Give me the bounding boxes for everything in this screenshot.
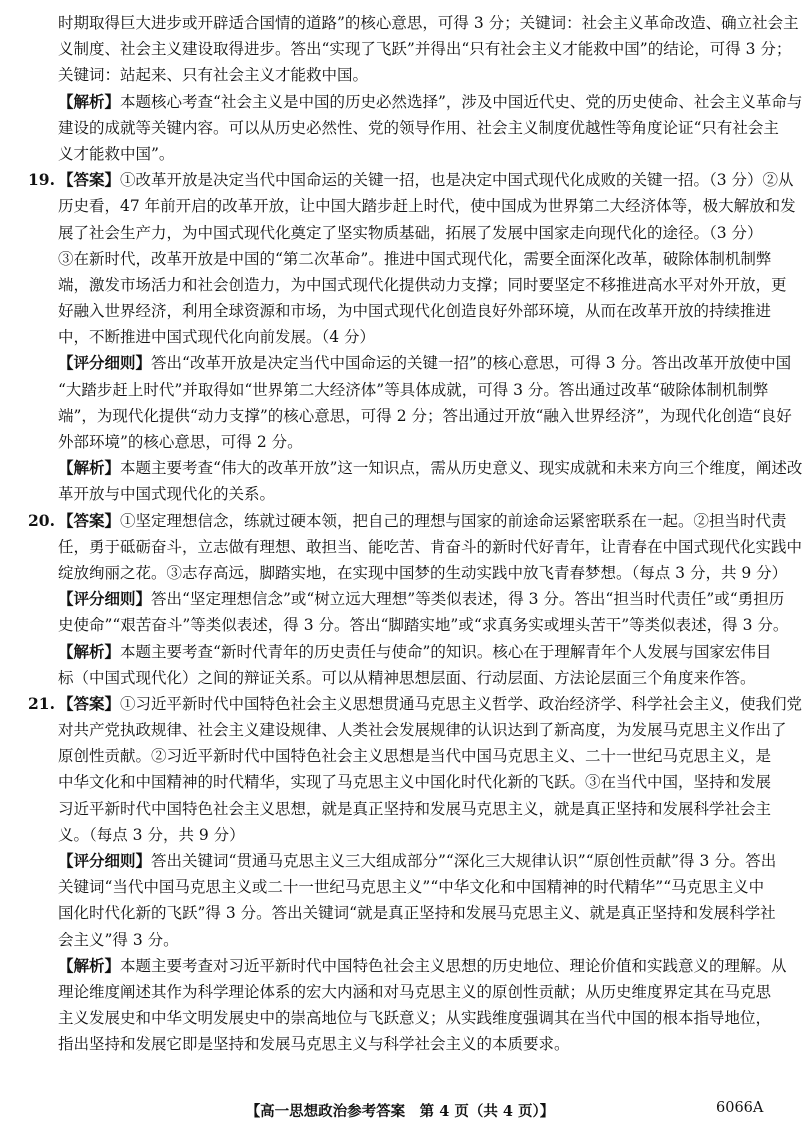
text-line: 好融入世界经济，利用全球资源和市场，为中国式现代化创造良好外部环境，从而在改革开放的持续推进 [58,302,772,321]
text-line: 展了社会生产力，为中国式现代化奠定了坚实物质基础，拓展了发展中国家走向现代化的途径。（3 分） [58,223,763,242]
text-line: 本题主要考查对习近平新时代中国特色社会主义思想的历史地位、理论价值和实践意义的理解。从 [120,956,787,975]
text-line: ①坚定理想信念，练就过硬本领，把自己的理想与国家的前途命运紧密联系在一起。②担当时代责 [120,511,787,530]
text-line: ③在新时代，改革开放是中国的“第二次革命”。推进中国式现代化，需要全面深化改革，破除体制机制弊 [58,249,772,268]
text-line: 答出关键词“贯通马克思主义三大组成部分”“深化三大规律认识”“原创性贡献”得 3 分。答出 [151,852,777,870]
text-line: 理论维度阐述其作为科学理论体系的宏大内涵和对马克思主义的原创性贡献；从历史维度界定其在马克思 [58,982,772,1001]
text-line: 端”，为现代化提供“动力支撑”的核心意思，可得 2 分；答出通过开放“融入世界经济”，为现代化创造“良好 [58,406,792,425]
text-line: 历史看，47 年前开启的改革开放，让中国大踏步赶上时代，使中国成为世界第二大经济体等，极大解放和发 [58,197,796,216]
question-number: 21. [28,693,55,713]
question-number: 19. [28,170,55,190]
analysis-18 [58,89,802,168]
text-line: 答出“改革开放是决定当代中国命运的关键一招”的核心意思，可得 3 分。答出改革开放使中国 [151,354,792,373]
text-line: 中华文化和中国精神的时代精华，实现了马克思主义中国化时代化新的飞跃。③在当代中国，坚持和发展 [58,773,772,792]
scoring-tag: 【评分细则】 [58,353,152,373]
text-line: ①改革开放是决定当代中国命运的关键一招，也是决定中国式现代化成败的关键一招。（3 分）②从 [120,171,794,190]
text-line: 关键词：站起来、只有社会主义才能救中国。 [58,66,369,85]
paper-code: 6066A [716,1100,764,1116]
text-line: 关键词“当代中国马克思主义或二十一世纪马克思主义”“中华文化和中国精神的时代精华”“马克思主义中 [58,878,765,897]
text-line: 绽放绚丽之花。③志存高远，脚踏实地，在实现中国梦的生动实践中放飞青春梦想。（每点 3 分，共 9 分） [58,563,788,582]
answer-tag: 【答案】 [58,170,121,190]
analysis-tag: 【解析】 [58,458,121,478]
text-line: 指出坚持和发展它即是坚持和发展马克思主义与科学社会主义的本质要求。 [58,1035,570,1054]
analysis-tag: 【解析】 [58,91,121,111]
text-line: 建设的成就等关键内容。可以从历史必然性、党的领导作用、社会主义制度优越性等角度论证“只有社会主 [58,118,779,137]
text-line: 答出“坚定理想信念”或“树立远大理想”等类似表述，得 3 分。答出“担当时代责任”或“勇担历 [151,590,785,609]
question-20 [28,508,802,691]
footer-title: 【高一思想政治参考答案 第 4 页（共 4 页）】 [245,1103,555,1120]
text-line: 对共产党执政规律、社会主义建设规律、人类社会发展规律的认识达到了新高度，为发展马克思主义作出了 [58,721,787,740]
text-line: 外部环境”的核心意思，可得 2 分。 [58,433,303,451]
text-line: “大踏步赶上时代”并取得如“世界第二大经济体”等具体成就，可得 3 分。答出通过改革“破除体制机制弊 [58,380,769,399]
answer-page [28,10,802,1058]
text-line: 中，不断推进中国式现代化向前发展。（4 分） [58,328,376,347]
text-line: 史使命”“艰苦奋斗”等类似表述，得 3 分。答出“脚踏实地”或“求真务实或埋头苦干”等类似表述，得 3 分。 [58,616,789,635]
question-19 [28,167,802,507]
text-line: 标（中国式现代化）之间的辩证关系。可以从精神思想层面、行动层面、方法论层面三个角度来作答。 [58,668,756,687]
text-line: 任，勇于砥砺奋斗，立志做有理想、敢担当、能吃苦、肯奋斗的新时代好青年，让青春在中国式现代化实践中 [58,537,802,556]
scoring-tag: 【评分细则】 [58,589,152,609]
text-line: 义。（每点 3 分，共 9 分） [58,825,245,844]
text-line: 主义发展史和中华文明发展史中的崇高地位与飞跃意义；从实践维度强调其在当代中国的根本指导地位， [58,1009,772,1028]
analysis-tag: 【解析】 [58,641,121,661]
text-line: ①习近平新时代中国特色社会主义思想贯通马克思主义哲学、政治经济学、科学社会主义，使我们党 [120,694,802,713]
answer-tag: 【答案】 [58,510,121,530]
answer-tag: 【答案】 [58,693,121,713]
text-line: 端，激发市场活力和社会创造力，为中国式现代化提供动力支撑；同时要坚定不移推进高水平对外开放，更 [58,275,787,294]
analysis-tag: 【解析】 [58,955,121,975]
text-line: 本题主要考查“伟大的改革开放”这一知识点，需从历史意义、现实成就和未来方向三个维度，阐述改 [120,459,802,478]
text-line: 时期取得巨大进步或开辟适合国情的道路”的核心意思，可得 3 分；关键词：社会主义革命改造、确立社会主 [58,14,799,32]
text-line: 习近平新时代中国特色社会主义思想，就是真正坚持和发展马克思主义，就是真正坚持和发展科学社会主 [58,799,772,818]
text-line: 国化时代化新的飞跃”得 3 分。答出关键词“就是真正坚持和发展马克思主义、就是真正坚持和发展科学社 [58,904,776,923]
continuation-block [58,10,799,89]
text-line: 革开放与中国式现代化的关系。 [58,485,276,504]
text-line: 会主义”得 3 分。 [58,930,179,949]
text-line: 义制度、社会主义建设取得进步。答出“实现了飞跃”并得出“只有社会主义才能救中国”的结论，可得 3 分； [58,40,792,59]
question-number: 20. [28,510,55,530]
page-footer [0,1100,800,1126]
text-line: 原创性贡献。②习近平新时代中国特色社会主义思想是当代中国马克思主义、二十一世纪马克思主义，是 [58,747,772,766]
text-line: 本题核心考查“社会主义是中国的历史必然选择”，涉及中国近代史、党的历史使命、社会主义革命与 [120,92,802,111]
text-line: 义才能救中国”。 [58,144,175,163]
question-21 [28,691,802,1058]
scoring-tag: 【评分细则】 [58,851,152,870]
text-line: 本题主要考查“新时代青年的历史责任与使命”的知识。核心在于理解青年个人发展与国家宏伟目 [120,642,772,661]
